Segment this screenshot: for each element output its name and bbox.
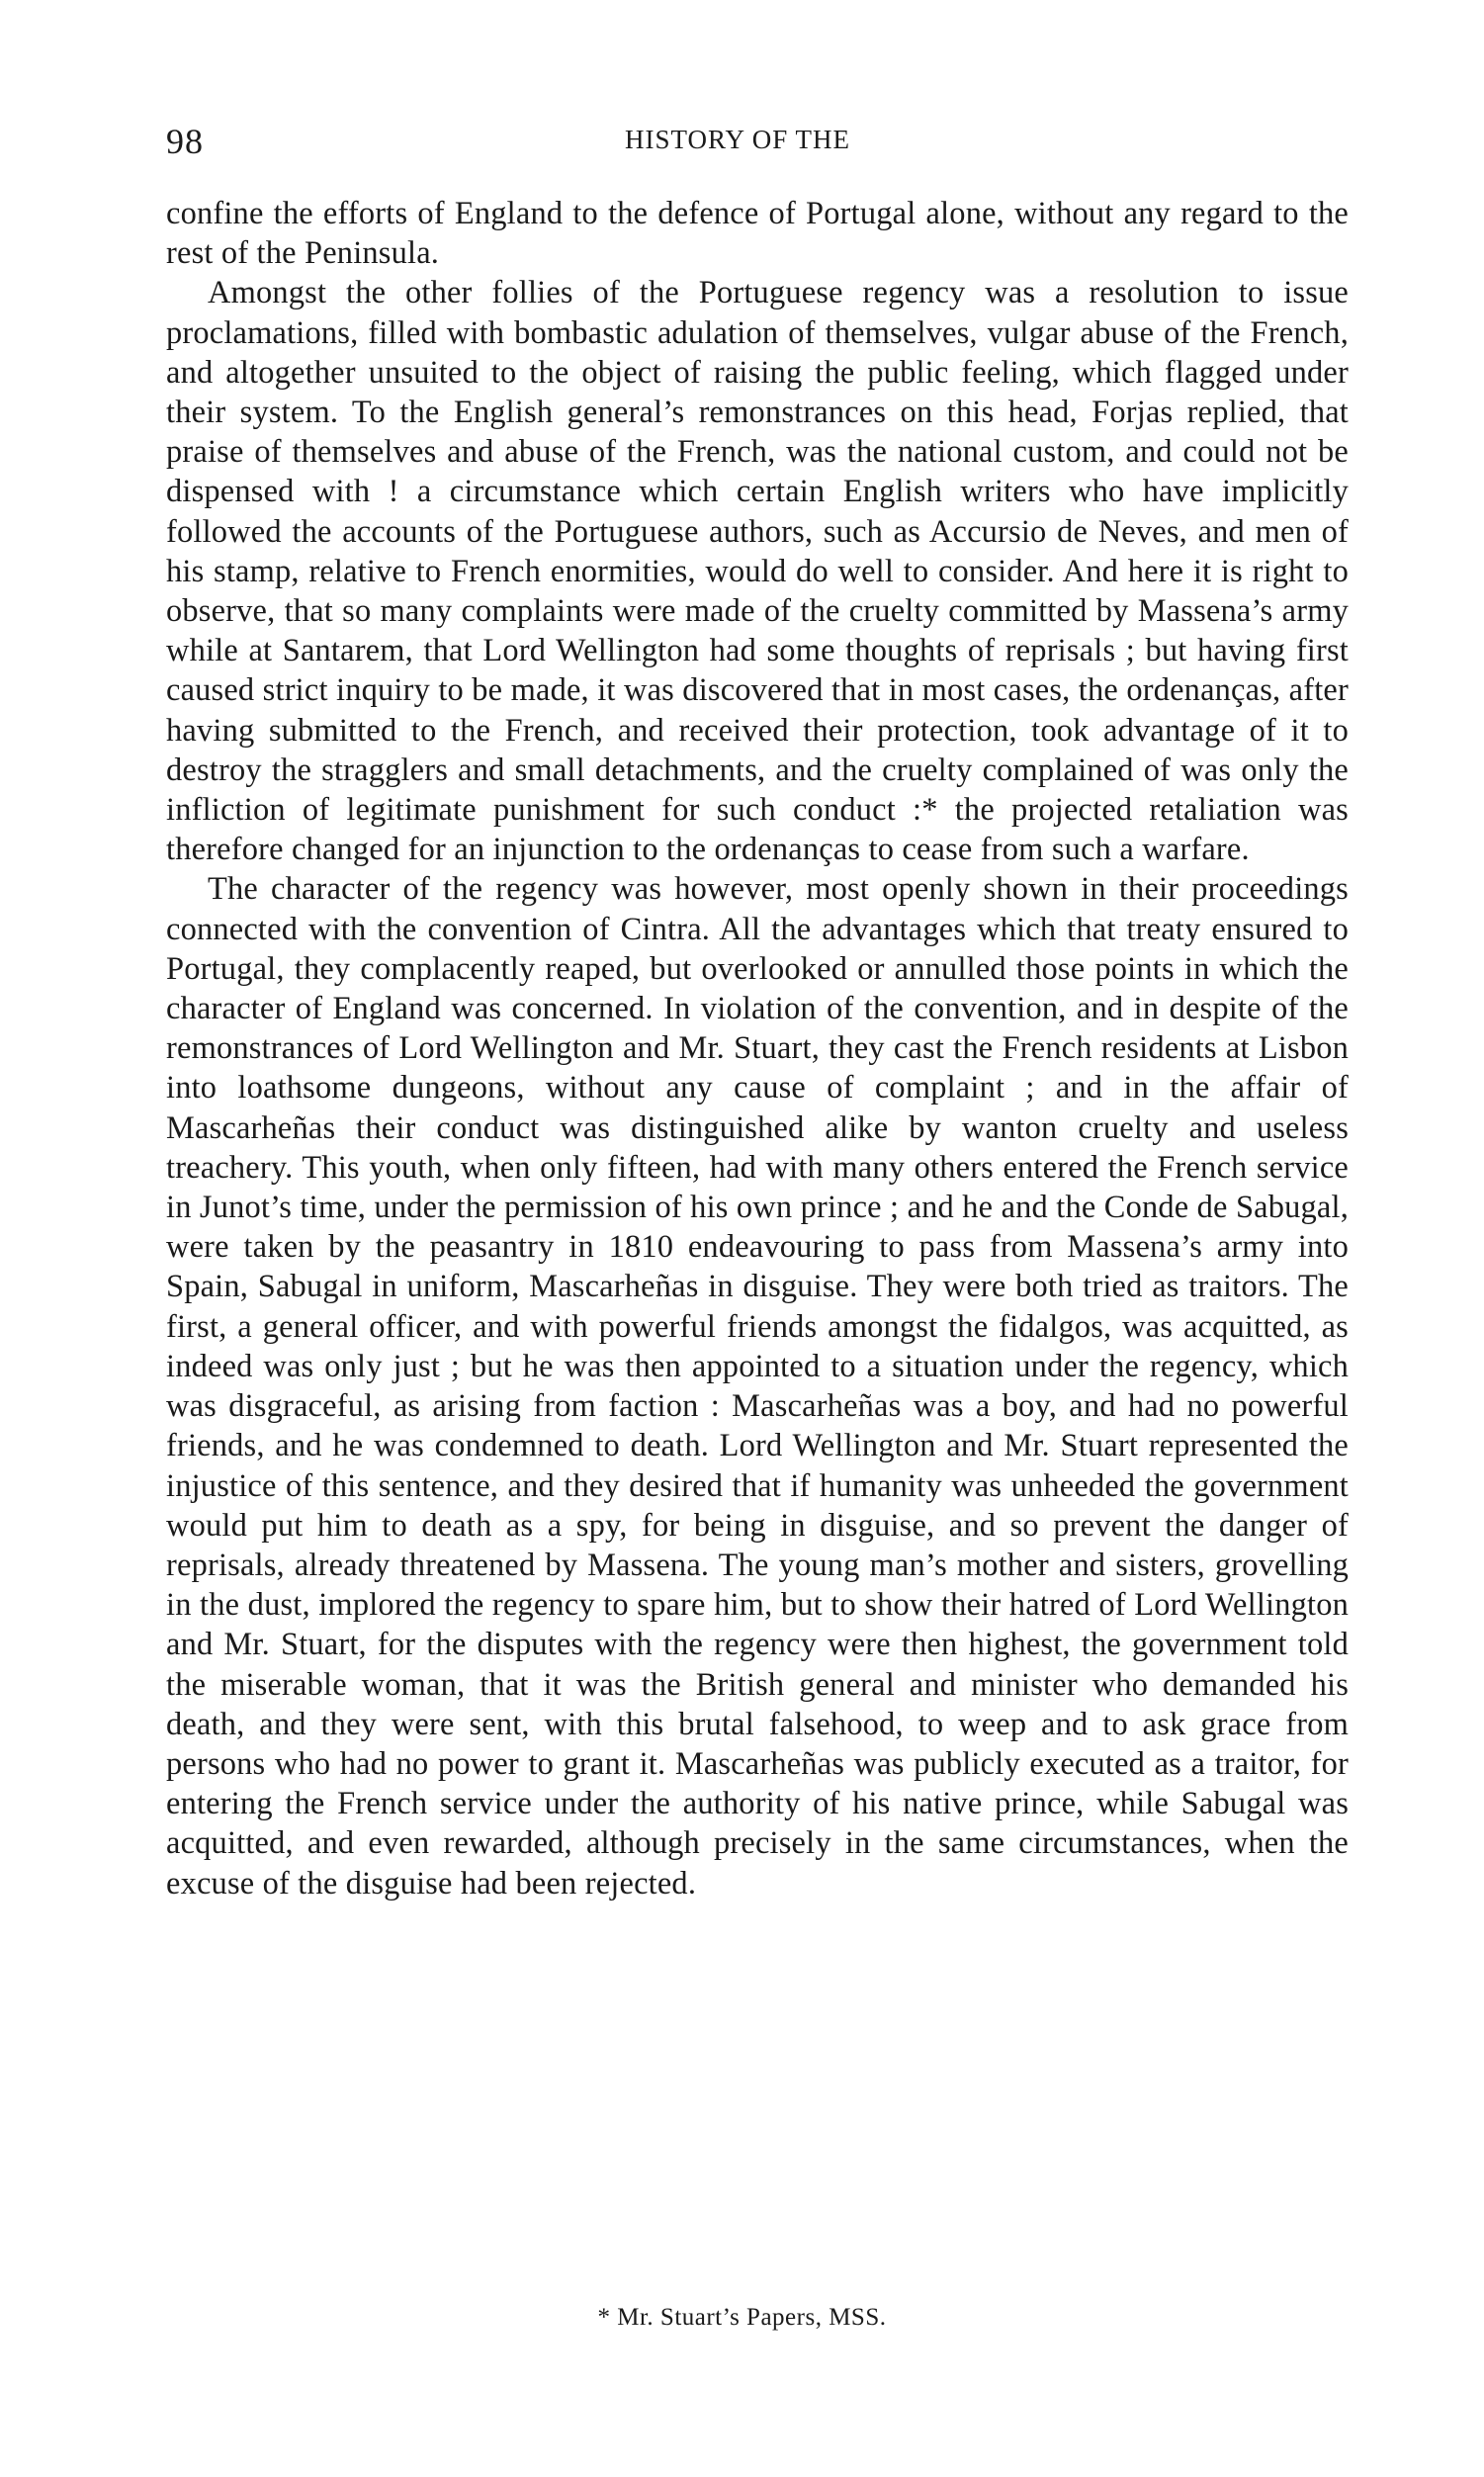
paragraph-continued: confine the efforts of England to the defence of Portugal alone, without any regard to the rest of the Peninsula. xyxy=(166,196,1349,272)
footnote: * Mr. Stuart’s Papers, MSS. xyxy=(597,2304,887,2331)
page-header xyxy=(166,121,1353,170)
body-text xyxy=(166,194,1349,1903)
paragraph-regency-follies: Amongst the other follies of the Portuguese regency was a resolution to issue proclamations, filled with bombastic adulation of themselves, vulgar abuse of the French, and altogether unsuited to the object of raising the public feeling, which flagged under their system. To the English general’s remonstrances on this head, Forjas replied, that praise of themselves and abuse of the French, was the national custom, and could not be dispensed with ! a circumstance which certain English writers who have implicitly followed the accounts of the Portuguese authors, such as Accursio de Neves, and men of his stamp, relative to French enormities, would do well to consider. And here it is right to observe, that so many complaints were made of the cruelty committed by Massena’s army while at Santarem, that Lord Wellington had some thoughts of reprisals ; but having first caused strict inquiry to be made, it was discovered that in most cases, the ordenanças, after having submitted to the French, and received their protection, took advantage of it to destroy the stragglers and small detachments, and the cruelty complained of was only the infliction of legitimate punishment for such conduct :* the projected retaliation was therefore changed for an injunction to the ordenanças to cease from such a warfare. xyxy=(166,275,1349,868)
running-title: HISTORY OF THE xyxy=(625,125,851,154)
page-number: 98 xyxy=(166,122,204,161)
paragraph-regency-character: The character of the regency was however, most openly shown in their proceedings connected with the convention of Cintra. All the advantages which that treaty ensured to Portugal, they complacently reaped, but overlooked or annulled those points in which the character of England was concerned. In violation of the convention, and in despite of the remonstrances of Lord Wellington and Mr. Stuart, they cast the French residents at Lisbon into loathsome dungeons, without any cause of complaint ; and in the affair of Mascarheñas their conduct was distinguished alike by wanton cruelty and useless treachery. This youth, when only fifteen, had with many others entered the French service in Junot’s time, under the permission of his own prince ; and he and the Conde de Sabugal, were taken by the peasantry in 1810 endeavouring to pass from Massena’s army into Spain, Sabugal in uniform, Mascarheñas in disguise. They were both tried as traitors. The first, a general officer, and with powerful friends amongst the fidalgos, was acquitted, as indeed was only just ; but he was then appointed to a situation under the regency, which was disgraceful, as arising from faction : Mascarheñas was a boy, and had no powerful friends, and he was condemned to death. Lord Wellington and Mr. Stuart represented the injustice of this sentence, and they desired that if humanity was unheeded the government would put him to death as a spy, for being in disguise, and so prevent the danger of reprisals, already threatened by Massena. The young man’s mother and sisters, grovelling in the dust, implored the regency to spare him, but to show their hatred of Lord Wellington and Mr. Stuart, for the disputes with the regency were then highest, the government told the miserable woman, that it was the British general and minister who demanded his death, and they were sent, with this brutal falsehood, to weep and to ask grace from persons who had no power to grant it. Mascarheñas was publicly executed as a traitor, for entering the French service under the authority of his native prince, while Sabugal was acquitted, and even rewarded, although precisely in the same circumstances, when the excuse of the disguise had been rejected. xyxy=(166,871,1349,1902)
